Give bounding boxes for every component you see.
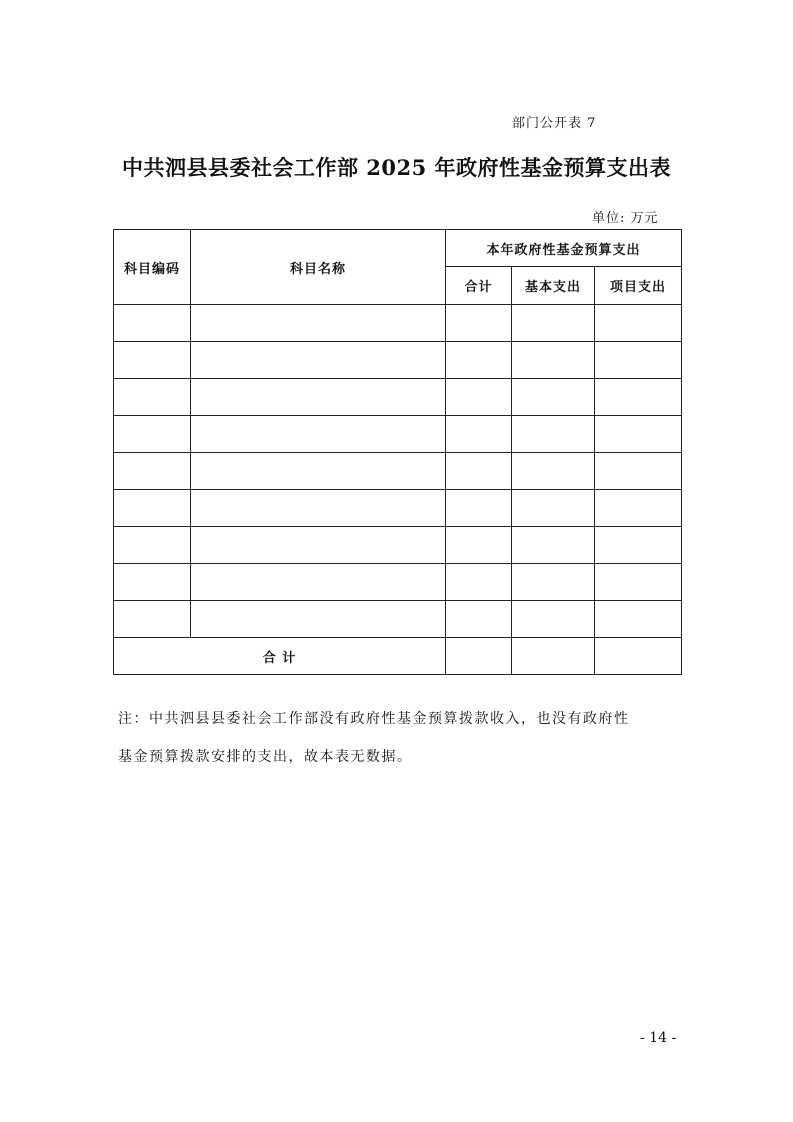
cell-name <box>191 379 446 416</box>
cell-code <box>114 527 191 564</box>
cell-total <box>446 527 512 564</box>
cell-code <box>114 453 191 490</box>
cell-project <box>595 490 682 527</box>
cell-total <box>446 379 512 416</box>
cell-name <box>191 601 446 638</box>
cell-project <box>595 564 682 601</box>
cell-code <box>114 342 191 379</box>
cell-total <box>446 305 512 342</box>
note-line-1: 注：中共泗县县委社会工作部没有政府性基金预算拨款收入，也没有政府性 <box>118 711 630 727</box>
col-header-project: 项目支出 <box>595 267 682 305</box>
cell-name <box>191 416 446 453</box>
cell-project <box>595 379 682 416</box>
cell-name <box>191 342 446 379</box>
cell-project <box>595 527 682 564</box>
col-header-name: 科目名称 <box>191 230 446 305</box>
cell-project <box>595 416 682 453</box>
cell-code <box>114 305 191 342</box>
table-header-row <box>114 230 682 267</box>
cell-total <box>446 416 512 453</box>
cell-name <box>191 453 446 490</box>
table-total-row <box>114 638 682 675</box>
cell-name <box>191 564 446 601</box>
cell-total <box>446 564 512 601</box>
page-number: - 14 - <box>640 1030 677 1046</box>
table-row <box>114 416 682 453</box>
cell-code <box>114 564 191 601</box>
table-row <box>114 342 682 379</box>
cell-code <box>114 379 191 416</box>
cell-name <box>191 305 446 342</box>
cell-code <box>114 601 191 638</box>
page-tag: 部门公开表 7 <box>512 116 597 131</box>
cell-total <box>446 453 512 490</box>
note-paragraph <box>118 700 678 776</box>
cell-basic <box>512 564 595 601</box>
table-row <box>114 490 682 527</box>
cell-name <box>191 490 446 527</box>
cell-basic <box>512 379 595 416</box>
cell-project <box>595 601 682 638</box>
page-title: 中共泗县县委社会工作部 2025 年政府性基金预算支出表 <box>121 155 672 180</box>
cell-project-sum <box>595 638 682 675</box>
cell-project <box>595 305 682 342</box>
cell-basic <box>512 490 595 527</box>
cell-name <box>191 527 446 564</box>
note-line-2: 基金预算拨款安排的支出，故本表无数据。 <box>118 749 413 765</box>
cell-basic <box>512 527 595 564</box>
cell-basic <box>512 305 595 342</box>
cell-total-sum <box>446 638 512 675</box>
cell-project <box>595 342 682 379</box>
cell-basic <box>512 601 595 638</box>
table-row <box>114 601 682 638</box>
unit-label: 单位: 万元 <box>592 211 659 226</box>
cell-basic-sum <box>512 638 595 675</box>
table-row <box>114 379 682 416</box>
col-header-total: 合计 <box>446 267 512 305</box>
col-header-group: 本年政府性基金预算支出 <box>446 230 682 267</box>
cell-basic <box>512 453 595 490</box>
table-row <box>114 564 682 601</box>
cell-total <box>446 601 512 638</box>
cell-code <box>114 416 191 453</box>
table-row <box>114 305 682 342</box>
cell-total <box>446 342 512 379</box>
col-header-code: 科目编码 <box>114 230 191 305</box>
table-row <box>114 527 682 564</box>
budget-table <box>113 229 682 675</box>
cell-code <box>114 490 191 527</box>
table-row <box>114 453 682 490</box>
cell-project <box>595 453 682 490</box>
cell-basic <box>512 342 595 379</box>
cell-total <box>446 490 512 527</box>
cell-basic <box>512 416 595 453</box>
total-label: 合 计 <box>114 638 446 675</box>
col-header-basic: 基本支出 <box>512 267 595 305</box>
